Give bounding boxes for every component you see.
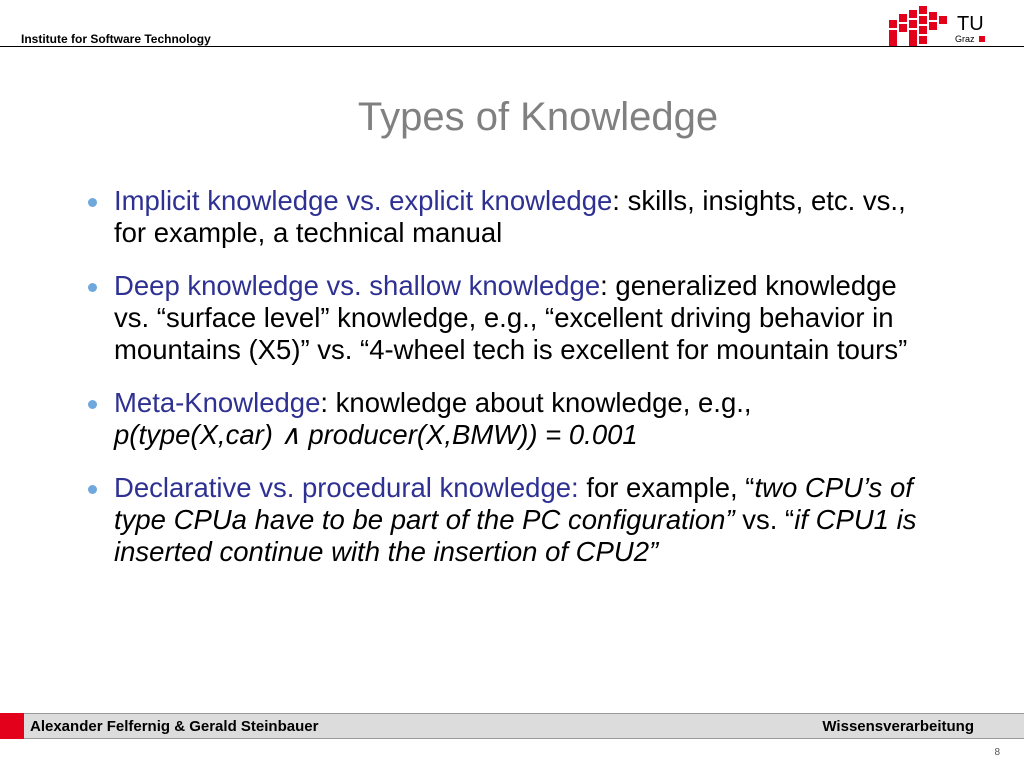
bullet-dot-icon [88,400,97,409]
bullet-term: Meta-Knowledge [114,387,321,418]
tu-graz-logo [889,6,989,46]
bullet-term: Implicit knowledge vs. explicit knowledge [114,185,613,216]
logo-graz-text: Graz [955,34,975,44]
footer-authors: Alexander Felfernig & Gerald Steinbauer [30,718,319,735]
bullet-text: for example, “ [578,472,755,503]
page-number: 8 [994,747,1000,758]
footer-course: Wissensverarbeitung [822,718,974,735]
bullet-text: : knowledge about knowledge, e.g., [320,387,752,418]
bullet-list [88,185,928,589]
bullet-formula: p(type(X,car) ∧ producer(X,BMW)) = 0.001 [114,419,638,450]
bullet-text: : skills, insights, etc. vs., for example, a technical manual [114,185,906,248]
bullet-deep-shallow [88,270,928,366]
header-divider [0,46,1024,47]
bullet-declarative-procedural [88,472,928,568]
slide-title: Types of Knowledge [357,95,719,139]
logo-tu-text: TU [957,13,984,35]
bullet-dot-icon [88,198,97,207]
footer-accent [0,713,24,739]
bullet-quote-procedural: if CPU1 is inserted continue with the insertion of CPU2” [114,504,917,567]
bullet-dot-icon [88,283,97,292]
bullet-term: Declarative vs. procedural knowledge: [114,472,579,503]
institute-label: Institute for Software Technology [21,32,211,46]
bullet-implicit-explicit [88,185,928,249]
bullet-dot-icon [88,485,97,494]
bullet-term: Deep knowledge vs. shallow knowledge [114,270,601,301]
bullet-text: : generalized knowledge vs. “surface level” knowledge, e.g., “excellent driving behavior in mountains (X5)” vs. “4-wheel tech is excellent for mountain tours” [114,270,908,365]
bullet-quote-declarative: two CPU’s of type CPUa have to be part of the PC configuration” [114,472,913,535]
bullet-meta-knowledge [88,387,928,451]
bullet-text-vs: vs. “ [734,504,795,535]
